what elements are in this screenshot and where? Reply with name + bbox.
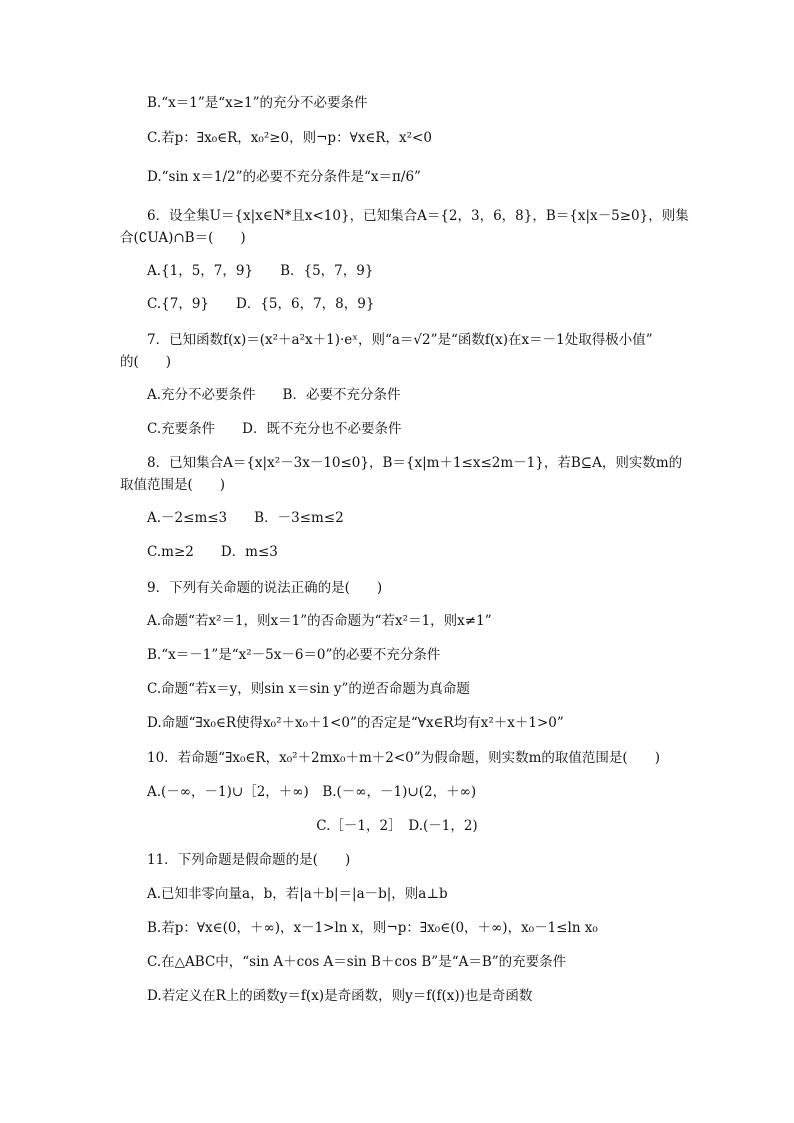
option-9c: C.命题“若x＝y，则sin x＝sin y”的逆否命题为真命题: [147, 681, 470, 697]
option-5b: B.“x＝1”是“x≥1”的充分不必要条件: [147, 95, 368, 111]
option-8cd: C.m≥2 D．m≤3: [147, 544, 278, 560]
option-7cd: C.充要条件 D．既不充分也不必要条件: [147, 421, 402, 437]
question-6-stem-cont: 合(∁UA)∩B＝( ): [120, 230, 246, 246]
question-11-stem: 11．下列命题是假命题的是( ): [147, 852, 351, 868]
question-9-stem: 9．下列有关命题的说法正确的是( ): [147, 580, 383, 596]
question-8-stem: 8．已知集合A＝{x|x²－3x－10≤0}，B＝{x|m＋1≤x≤2m－1}，若B⊆A，则实数m的: [147, 455, 683, 471]
option-7ab: A.充分不必要条件 B．必要不充分条件: [147, 387, 401, 403]
option-9d: D.命题“∃x₀∈R使得x₀²＋x₀＋1<0”的否定是“∀x∈R均有x²＋x＋1>0”: [147, 715, 564, 731]
question-6-stem: 6．设全集U＝{x|x∈N*且x<10}，已知集合A＝{2，3，6，8}，B＝{x|x－5≥0}，则集: [147, 208, 689, 224]
option-8ab: A.－2≤m≤3 B．－3≤m≤2: [147, 510, 344, 526]
option-11c: C.在△ABC中，“sin A＋cos A＝sin B＋cos B”是“A＝B”的充要条件: [147, 954, 567, 970]
option-10ab: A.(－∞，－1)∪［2，＋∞) B.(－∞，－1)∪(2，＋∞): [147, 784, 477, 800]
option-11d: D.若定义在R上的函数y＝f(x)是奇函数，则y＝f(f(x))也是奇函数: [147, 988, 533, 1004]
option-11a: A.已知非零向量a，b，若|a＋b|＝|a－b|，则a⊥b: [147, 886, 448, 902]
option-6ab: A.{1，5，7，9} B．{5，7，9}: [147, 263, 374, 279]
question-10-stem: 10．若命题“∃x₀∈R，x₀²＋2mx₀＋m＋2<0”为假命题，则实数m的取值范围是( ): [147, 750, 660, 766]
option-10cd: C.［－1，2］ D.(－1，2): [316, 818, 478, 834]
option-9a: A.命题“若x²＝1，则x＝1”的否命题为“若x²＝1，则x≠1”: [147, 613, 492, 629]
question-7-stem: 7．已知函数f(x)＝(x²＋a²x＋1)·eˣ，则“a＝√2”是“函数f(x)在x＝－1处取得极小值”: [147, 332, 653, 348]
option-9b: B.“x＝－1”是“x²－5x－6＝0”的必要不充分条件: [147, 647, 441, 663]
question-8-stem-cont: 取值范围是( ): [120, 477, 226, 493]
option-6cd: C.{7，9} D．{5，6，7，8，9}: [147, 296, 375, 312]
question-7-stem-cont: 的( ): [120, 354, 172, 370]
option-5c: C.若p：∃x₀∈R，x₀²≥0，则¬p：∀x∈R，x²<0: [147, 130, 432, 146]
option-11b: B.若p：∀x∈(0，＋∞)，x－1>ln x，则¬p：∃x₀∈(0，＋∞)，x₀－1≤ln x₀: [147, 920, 598, 936]
option-5d: D.“sin x＝1/2”的必要不充分条件是“x＝π/6”: [147, 169, 421, 185]
